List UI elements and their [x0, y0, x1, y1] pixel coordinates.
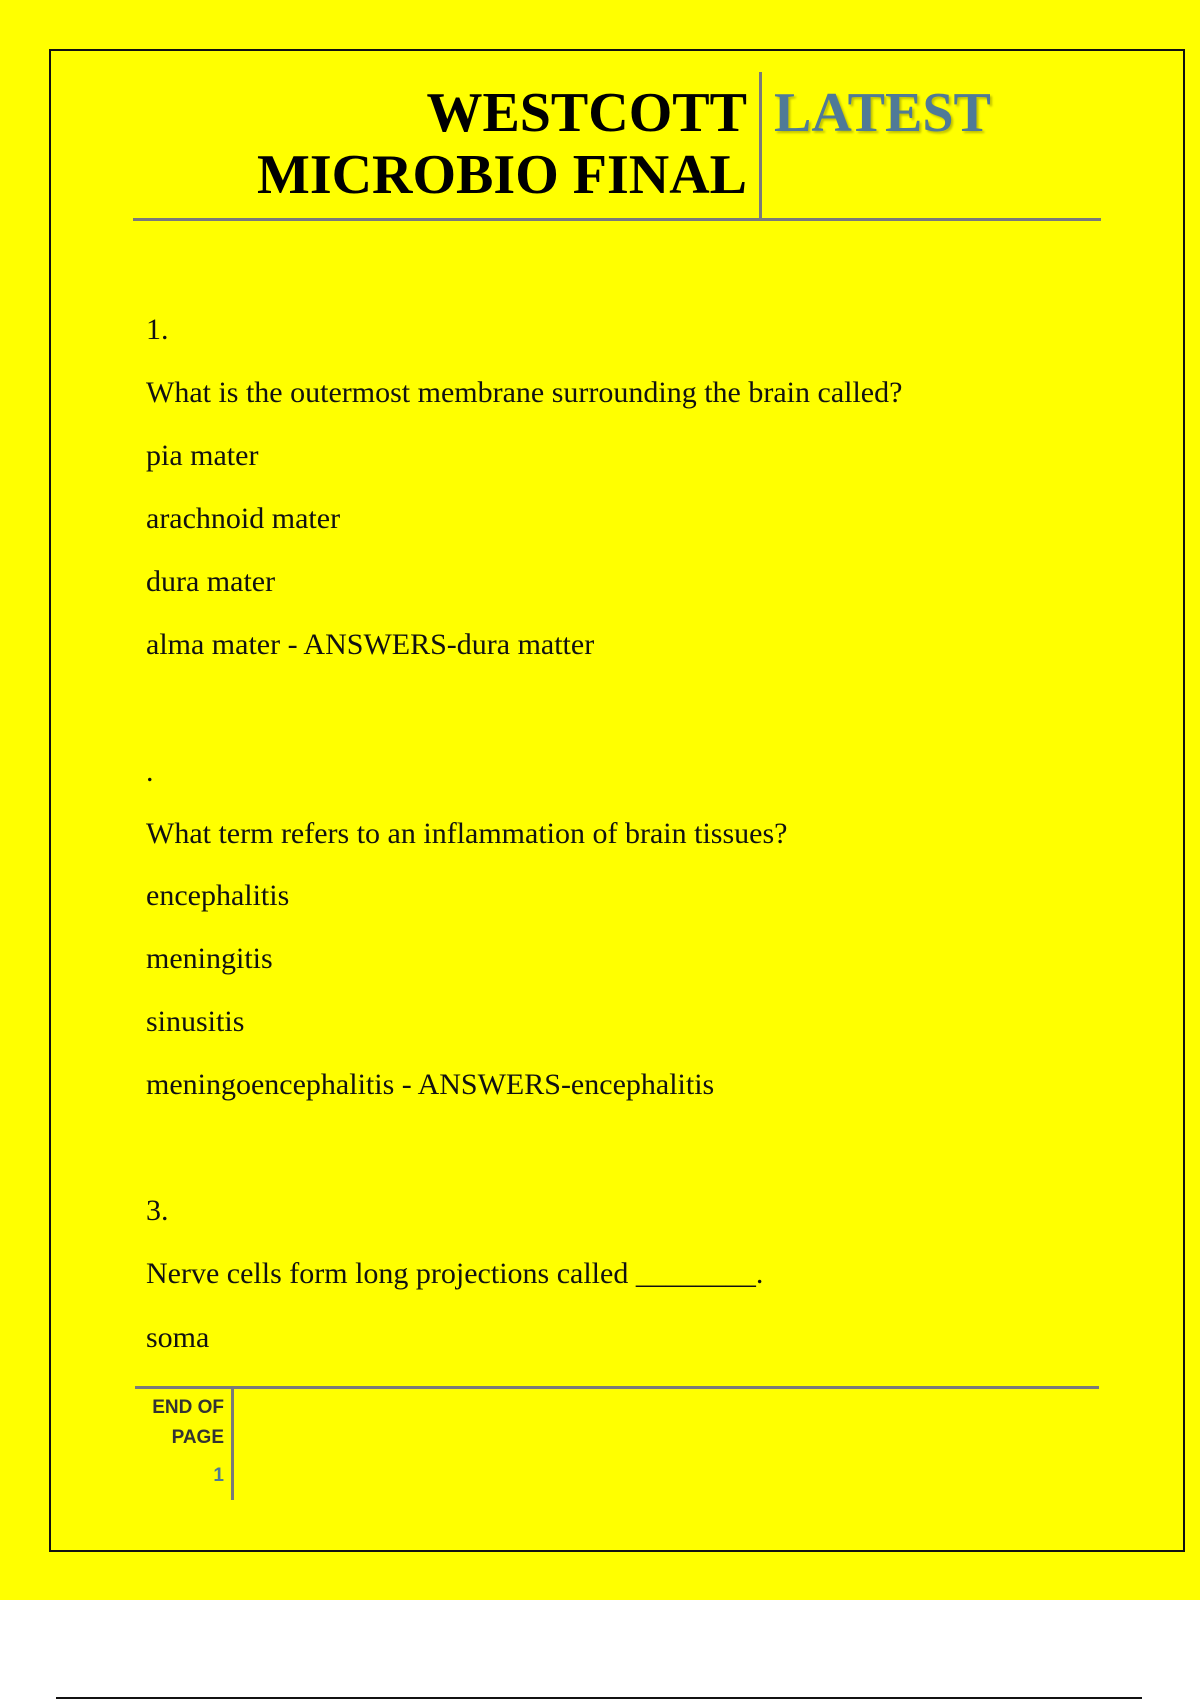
page-border — [49, 49, 1185, 1552]
question-prompt: What term refers to an inflammation of brain tissues? — [146, 817, 788, 850]
question-prompt: Nerve cells form long projections called ________. — [146, 1257, 764, 1290]
document-title — [133, 82, 747, 206]
footer-label-end-of: END OF — [152, 1397, 224, 1418]
answer-option: arachnoid mater — [146, 502, 341, 535]
title-block — [133, 70, 1101, 221]
footer-rule — [135, 1386, 1099, 1389]
title-divider — [759, 72, 762, 218]
title-accent: LATEST — [774, 82, 991, 144]
question-prompt: What is the outermost membrane surrounding the brain called? — [146, 376, 903, 409]
title-line-2: MICROBIO FINAL — [256, 144, 747, 206]
footer-divider — [231, 1389, 234, 1500]
footer-label-page: PAGE — [171, 1427, 224, 1448]
question-number: 3. — [146, 1194, 169, 1227]
answer-option: sinusitis — [146, 1005, 245, 1038]
answer-option: soma — [146, 1321, 210, 1354]
answer-option: encephalitis — [146, 879, 290, 912]
page-number: 1 — [213, 1465, 224, 1486]
answer-option: meningitis — [146, 942, 273, 975]
answer-option: alma mater - ANSWERS-dura matter — [146, 628, 595, 661]
title-line-1: WESTCOTT — [426, 82, 747, 144]
answer-option: pia mater — [146, 439, 259, 472]
bottom-rule — [56, 1697, 1142, 1699]
question-number: 1. — [146, 313, 169, 346]
answer-option: meningoencephalitis - ANSWERS-encephalitis — [146, 1068, 715, 1101]
question-number: . — [146, 755, 154, 788]
answer-option: dura mater — [146, 565, 276, 598]
